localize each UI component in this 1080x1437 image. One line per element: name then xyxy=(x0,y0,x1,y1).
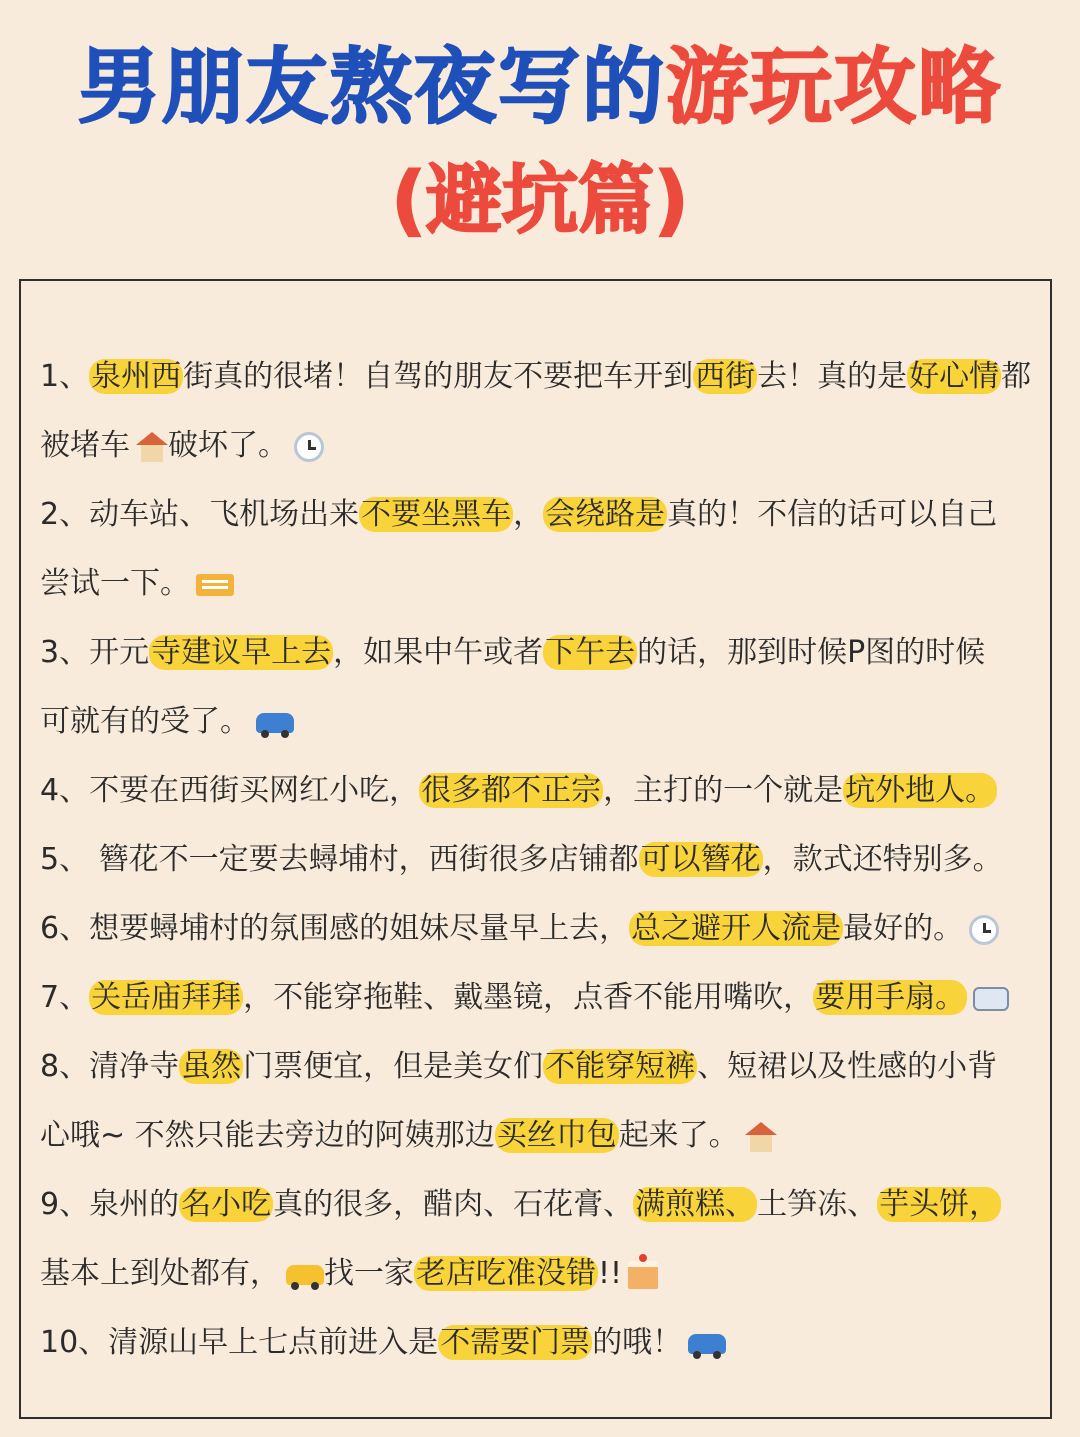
tip-text: 、短裙以及性感的小背 xyxy=(697,1049,998,1084)
tip-line xyxy=(40,1239,1030,1308)
tip-text: 起来了。 xyxy=(618,1118,739,1153)
tip-text: 8、清净寺 xyxy=(40,1049,180,1084)
tip-text: 最好的。 xyxy=(843,911,964,946)
highlighted-text: 老店吃准没错 xyxy=(416,1256,596,1291)
tip-line xyxy=(40,411,1030,480)
tip-line xyxy=(40,1032,1030,1101)
tip-text: 门票便宜，但是美女们 xyxy=(243,1049,544,1084)
tip-line xyxy=(40,342,1030,411)
highlighted-text: 可以簪花 xyxy=(640,842,761,877)
tip-line xyxy=(40,687,1030,756)
tip-text: ，不能穿拖鞋、戴墨镜，点香不能用嘴吹， xyxy=(243,980,814,1015)
tip-text: 1、 xyxy=(40,359,90,394)
clock-icon xyxy=(969,915,999,945)
tip-text: 3、开元 xyxy=(40,635,150,670)
highlighted-text: 好心情 xyxy=(909,359,1000,394)
tip-text: 土笋冻、 xyxy=(757,1187,878,1222)
highlighted-text: 名小吃 xyxy=(181,1187,272,1222)
taxi-icon xyxy=(286,1265,324,1285)
tip-text: 尝试一下。 xyxy=(40,566,190,601)
tip-text: 基本上到处都有， xyxy=(40,1256,280,1291)
house-icon xyxy=(745,1122,777,1152)
tip-line xyxy=(40,756,1030,825)
tip-text: 真的很多，醋肉、石花膏、 xyxy=(273,1187,634,1222)
tip-line xyxy=(40,963,1030,1032)
tip-text: 的话，那到时候P图的时候 xyxy=(637,635,986,670)
highlighted-text: 泉州西 xyxy=(91,359,182,394)
tip-text: ，主打的一个就是 xyxy=(603,773,844,808)
house-icon xyxy=(136,432,168,462)
highlighted-text: 芋头饼， xyxy=(879,1187,1000,1222)
tip-text: 去！真的是 xyxy=(757,359,908,394)
tip-text: 破坏了。 xyxy=(168,428,288,463)
tip-text: ，如果中午或者 xyxy=(333,635,544,670)
tip-text: 4、不要在西街买网红小吃， xyxy=(40,773,420,808)
tip-text: 街真的很堵！自驾的朋友不要把车开到 xyxy=(183,359,694,394)
tips-list xyxy=(40,342,1030,1377)
highlighted-text: 坑外地人。 xyxy=(845,773,996,808)
clock-icon xyxy=(294,432,324,462)
highlighted-text: 要用手扇。 xyxy=(815,980,966,1015)
tip-text: 可就有的受了。 xyxy=(40,704,250,739)
car-icon xyxy=(256,713,294,733)
title-part-1: 男朋友熬夜写的 xyxy=(77,40,666,135)
highlighted-text: 总之避开人流是 xyxy=(631,911,842,946)
tip-text: 真的！不信的话可以自己 xyxy=(667,497,998,532)
car-icon xyxy=(688,1334,726,1354)
highlighted-text: 很多都不正宗 xyxy=(421,773,602,808)
tip-text: 7、 xyxy=(40,980,90,1015)
tip-text: 9、泉州的 xyxy=(40,1187,180,1222)
tip-line xyxy=(40,549,1030,618)
tip-text: 5、 簪花不一定要去蟳埔村，西街很多店铺都 xyxy=(40,842,639,877)
bus-icon xyxy=(973,987,1009,1011)
tip-line xyxy=(40,825,1030,894)
tip-text: 被堵车 xyxy=(40,428,130,463)
tip-line xyxy=(40,1170,1030,1239)
tip-text: 6、想要蟳埔村的氛围感的姐妹尽量早上去， xyxy=(40,911,630,946)
tip-line xyxy=(40,480,1030,549)
ticket-icon xyxy=(196,574,234,596)
highlighted-text: 买丝巾包 xyxy=(496,1118,617,1153)
highlighted-text: 西街 xyxy=(695,359,756,394)
tip-text: !! xyxy=(598,1256,623,1291)
highlighted-text: 关岳庙拜拜 xyxy=(91,980,242,1015)
tip-text: 都 xyxy=(1001,359,1032,394)
tip-text: 10、清源山早上七点前进入是 xyxy=(40,1325,439,1360)
tip-text: 找一家 xyxy=(324,1256,414,1291)
title-part-2: 游玩攻略 xyxy=(666,40,1003,135)
highlighted-text: 不能穿短裤 xyxy=(545,1049,696,1084)
tip-line xyxy=(40,618,1030,687)
highlighted-text: 虽然 xyxy=(181,1049,242,1084)
page-title xyxy=(0,38,1080,138)
highlighted-text: 寺建议早上去 xyxy=(151,635,332,670)
tip-text: 的哦！ xyxy=(592,1325,683,1360)
tip-text: ， xyxy=(513,497,544,532)
tip-text: 2、动车站、飞机场出来 xyxy=(40,497,360,532)
highlighted-text: 不要坐黑车 xyxy=(361,497,512,532)
tip-text: ，款式还特别多。 xyxy=(762,842,1003,877)
tip-line xyxy=(40,1101,1030,1170)
tip-line xyxy=(40,1308,1030,1377)
tip-text: 心哦~ 不然只能去旁边的阿姨那边 xyxy=(40,1118,495,1153)
page-subtitle: (避坑篇) xyxy=(391,155,689,244)
highlighted-text: 满煎糕、 xyxy=(635,1187,756,1222)
cake-icon xyxy=(628,1261,658,1289)
highlighted-text: 不需要门票 xyxy=(440,1325,591,1360)
tip-line xyxy=(40,894,1030,963)
highlighted-text: 会绕路是 xyxy=(545,497,666,532)
highlighted-text: 下午去 xyxy=(545,635,636,670)
